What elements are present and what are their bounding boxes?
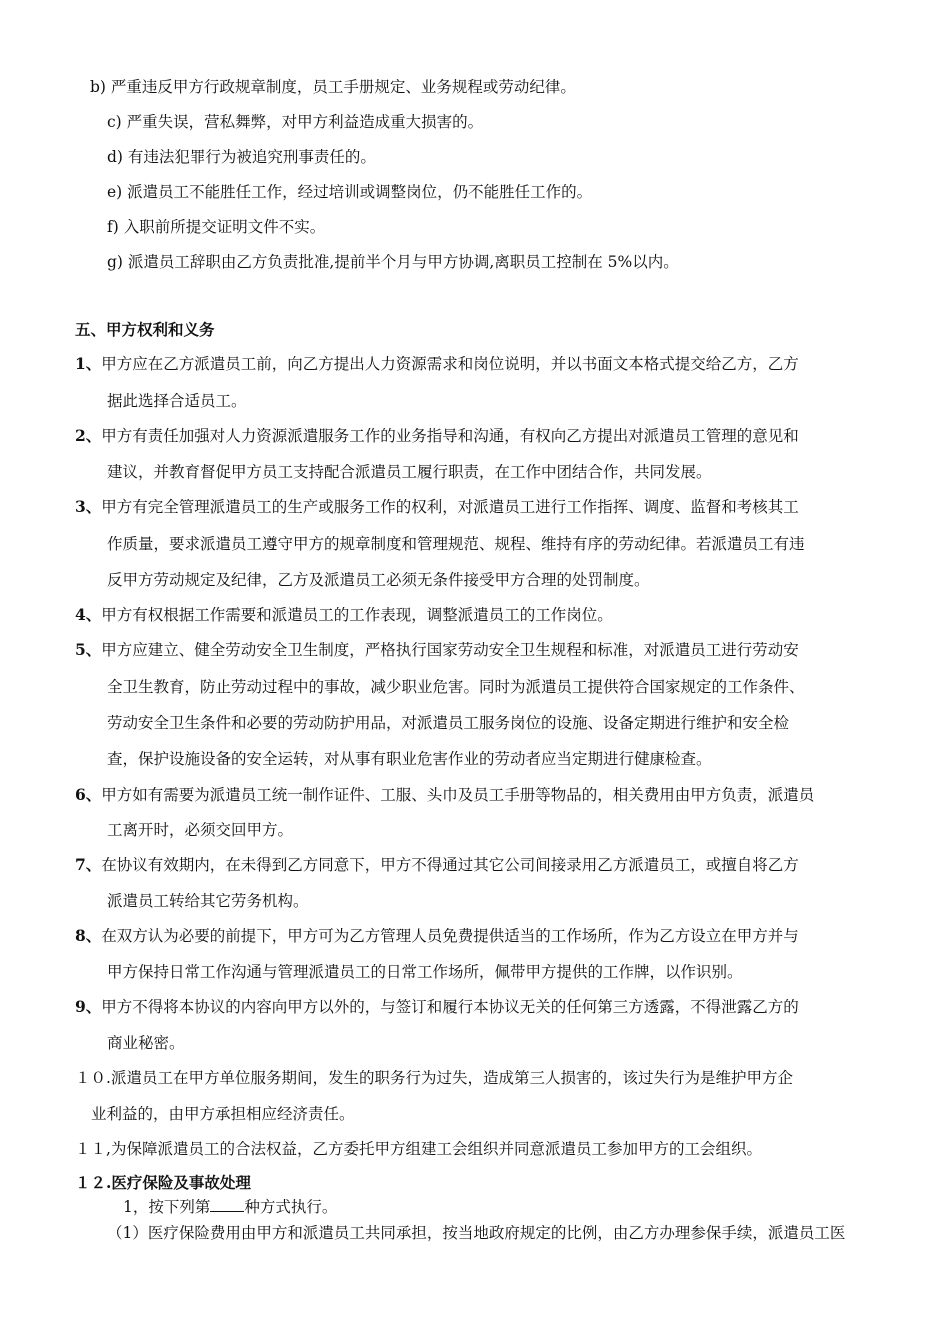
- clause-5-line-4: 查，保护设施设备的安全运转，对从事有职业危害作业的劳动者应当定期进行健康检查。: [107, 750, 712, 768]
- clause-number: 6、: [75, 785, 102, 804]
- list-item-g: g) 派遣员工辞职由乙方负责批准,提前半个月与甲方协调,离职员工控制在 5%以内。: [107, 253, 679, 271]
- clause-8-line-1: [75, 926, 799, 946]
- clause-5-line-1: [75, 640, 799, 660]
- clause-6-line-1: [75, 785, 814, 805]
- clause-text: 甲方不得将本协议的内容向甲方以外的，与签订和履行本协议无关的任何第三方透露，不得泄露乙方的: [101, 998, 799, 1016]
- sub-clause-1-item-1: （1）医疗保险费用由甲方和派遣员工共同承担，按当地政府规定的比例，由乙方办理参保手续，派遣员工医: [107, 1224, 846, 1242]
- clause-7-line-2: 派遣员工转给其它劳务机构。: [107, 892, 309, 910]
- clause-3-line-2: 作质量，要求派遣员工遵守甲方的规章制度和管理规范、规程、维持有序的劳动纪律。若派遣员工有违: [107, 535, 805, 553]
- clause-text: 为保障派遣员工的合法权益，乙方委托甲方组建工会组织并同意派遣员工参加甲方的工会组织。: [110, 1140, 762, 1158]
- clause-text: 甲方应建立、健全劳动安全卫生制度，严格执行国家劳动安全卫生规程和标准，对派遣员工进行劳动安: [101, 641, 799, 659]
- clause-text: 在协议有效期内，在未得到乙方同意下，甲方不得通过其它公司间接录用乙方派遣员工，或擅自将乙方: [101, 856, 799, 874]
- clause-11: [75, 1139, 762, 1159]
- clause-10-line-1: [75, 1068, 793, 1088]
- clause-number: １１,: [75, 1140, 111, 1158]
- clause-12-heading: [75, 1173, 251, 1193]
- clause-number: 1、: [75, 354, 102, 373]
- section-heading: 五、甲方权利和义务: [75, 320, 215, 339]
- clause-text: 在双方认为必要的前提下，甲方可为乙方管理人员免费提供适当的工作场所，作为乙方设立在甲方并与: [101, 927, 799, 945]
- clause-8-line-2: 甲方保持日常工作沟通与管理派遣员工的日常工作场所，佩带甲方提供的工作牌，以作识别。: [107, 963, 743, 981]
- clause-5-line-2: 全卫生教育，防止劳动过程中的事故，减少职业危害。同时为派遣员工提供符合国家规定的工作条件、: [107, 678, 805, 696]
- list-item-e: e) 派遣员工不能胜任工作，经过培训或调整岗位，仍不能胜任工作的。: [107, 183, 593, 201]
- clause-text: 甲方有权根据工作需要和派遣员工的工作表现，调整派遣员工的工作岗位。: [101, 606, 613, 624]
- clause-9-line-2: 商业秘密。: [107, 1034, 185, 1052]
- clause-text: 甲方应在乙方派遣员工前，向乙方提出人力资源需求和岗位说明，并以书面文本格式提交给乙方，乙方: [101, 355, 799, 373]
- clause-3-line-1: [75, 497, 799, 517]
- clause-title: 医疗保险及事故处理: [111, 1173, 251, 1192]
- list-item-b: b) 严重违反甲方行政规章制度，员工手册规定、业务规程或劳动纪律。: [90, 78, 576, 96]
- clause-text: 派遣员工在甲方单位服务期间，发生的职务行为过失，造成第三人损害的，该过失行为是维护甲方企: [110, 1069, 793, 1087]
- list-item-d: d) 有违法犯罪行为被追究刑事责任的。: [107, 148, 376, 166]
- sub-clause-1: [123, 1197, 337, 1217]
- clause-number: 7、: [75, 855, 102, 874]
- clause-number: 9、: [75, 997, 102, 1016]
- clause-number: 2、: [75, 426, 102, 445]
- clause-number: 3、: [75, 497, 102, 516]
- clause-number: 5、: [75, 640, 102, 659]
- clause-2-line-1: [75, 426, 799, 446]
- sub-clause-suffix: 种方式执行。: [244, 1198, 338, 1216]
- clause-number: 4、: [75, 605, 102, 624]
- clause-2-line-2: 建议，并教育督促甲方员工支持配合派遣员工履行职责，在工作中团结合作，共同发展。: [107, 463, 712, 481]
- clause-number: １０.: [75, 1069, 111, 1087]
- list-item-c: c) 严重失误，营私舞弊，对甲方利益造成重大损害的。: [107, 113, 484, 131]
- clause-text: 甲方如有需要为派遣员工统一制作证件、工服、头巾及员工手册等物品的，相关费用由甲方负责，派遣员: [101, 786, 815, 804]
- clause-6-line-2: 工离开时，必须交回甲方。: [107, 821, 294, 839]
- sub-clause-prefix: 1，按下列第: [123, 1198, 211, 1216]
- list-item-f: f) 入职前所提交证明文件不实。: [107, 218, 326, 236]
- clause-3-line-3: 反甲方劳动规定及纪律，乙方及派遣员工必须无条件接受甲方合理的处罚制度。: [107, 571, 650, 589]
- clause-4-line-1: [75, 605, 613, 625]
- clause-10-line-2: 业利益的，由甲方承担相应经济责任。: [91, 1105, 355, 1123]
- clause-9-line-1: [75, 997, 799, 1017]
- clause-1-line-1: [75, 354, 799, 374]
- clause-5-line-3: 劳动安全卫生条件和必要的劳动防护用品，对派遣员工服务岗位的设施、设备定期进行维护和安全检: [107, 714, 790, 732]
- clause-1-line-2: 据此选择合适员工。: [107, 392, 247, 410]
- clause-text: 甲方有责任加强对人力资源派遣服务工作的业务指导和沟通，有权向乙方提出对派遣员工管理的意见和: [101, 427, 799, 445]
- clause-text: 甲方有完全管理派遣员工的生产或服务工作的权利，对派遣员工进行工作指挥、调度、监督和考核其工: [101, 498, 799, 516]
- clause-number: 8、: [75, 926, 102, 945]
- clause-7-line-1: [75, 855, 799, 875]
- fill-in-blank[interactable]: [210, 1197, 244, 1212]
- clause-number: １２.: [75, 1173, 112, 1192]
